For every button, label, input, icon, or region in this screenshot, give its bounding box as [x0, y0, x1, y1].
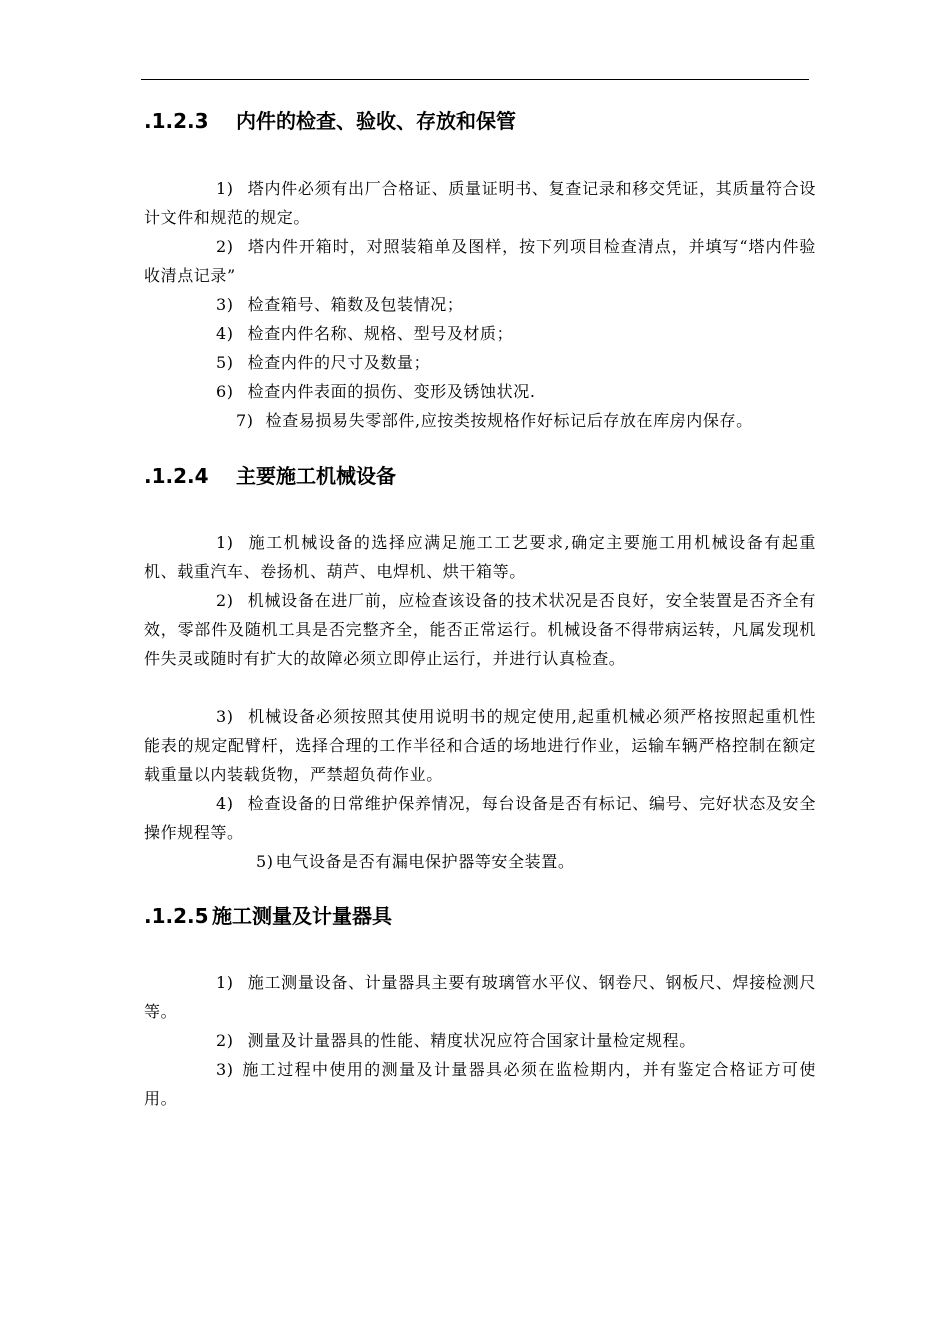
item-text: 施工测量设备、计量器具主要有玻璃管水平仪、钢卷尺、钢板尺、焊接检测尺等。 — [144, 973, 816, 1021]
paragraph-item — [144, 528, 816, 586]
paragraph-item — [144, 232, 816, 290]
section-number: .1.2.5 — [144, 904, 209, 928]
item-text: 检查箱号、箱数及包装情况； — [247, 295, 464, 314]
item-marker: 7) — [236, 411, 254, 430]
item-marker: 2) — [216, 1031, 234, 1050]
item-marker: 5) — [216, 353, 234, 372]
item-marker: 2) — [216, 237, 234, 256]
item-text: 测量及计量器具的性能、精度状况应符合国家计量检定规程。 — [247, 1031, 696, 1050]
paragraph-item — [144, 586, 816, 673]
item-text: 塔内件开箱时，对照装箱单及图样，按下列项目检查清点，并填写“塔内件验收清点记录” — [144, 237, 816, 285]
paragraph-item — [144, 377, 816, 406]
item-text: 检查内件表面的损伤、变形及锈蚀状况. — [247, 382, 536, 401]
paragraph-item — [144, 319, 816, 348]
item-text: 机械设备必须按照其使用说明书的规定使用,起重机械必须严格按照起重机性能表的规定配臂杆，选择合理的工作半径和合适的场地进行作业，运输车辆严格控制在额定载重量以内装载货物，严禁超负荷作业。 — [144, 707, 816, 784]
section-number: .1.2.4 — [144, 464, 209, 488]
item-marker: 3) — [216, 295, 234, 314]
paragraph-item — [144, 348, 816, 377]
item-marker: 1) — [216, 533, 234, 552]
section-number: .1.2.3 — [144, 109, 209, 133]
item-text: 检查易损易失零部件,应按类按规格作好标记后存放在库房内保存。 — [265, 411, 753, 430]
item-marker: 4) — [216, 794, 234, 813]
section-heading-1-2-5 — [144, 904, 392, 928]
header-rule — [141, 79, 809, 80]
item-marker: 3) — [216, 707, 234, 726]
item-text: 检查设备的日常维护保养情况，每台设备是否有标记、编号、完好状态及安全操作规程等。 — [144, 794, 816, 842]
paragraph-item — [144, 789, 816, 847]
item-text: 塔内件必须有出厂合格证、质量证明书、复查记录和移交凭证，其质量符合设计文件和规范的规定。 — [144, 179, 816, 227]
section-heading-1-2-4 — [144, 464, 396, 488]
item-text: 机械设备在进厂前，应检查该设备的技术状况是否良好，安全装置是否齐全有效，零部件及随机工具是否完整齐全，能否正常运行。机械设备不得带病运转，凡属发现机件失灵或随时有扩大的故障必须立即停止运行，并进行认真检查。 — [144, 591, 816, 668]
section-title: 施工测量及计量器具 — [212, 904, 392, 928]
item-marker: 2) — [216, 591, 234, 610]
paragraph-item — [144, 702, 816, 789]
item-text: 施工机械设备的选择应满足施工工艺要求,确定主要施工用机械设备有起重机、载重汽车、卷扬机、葫芦、电焊机、烘干箱等。 — [144, 533, 816, 581]
paragraph-item — [144, 847, 816, 876]
item-marker: 1) — [216, 179, 234, 198]
paragraph-item — [144, 406, 816, 435]
paragraph-item — [144, 174, 816, 232]
section-title: 主要施工机械设备 — [236, 464, 396, 488]
item-marker: 6) — [216, 382, 234, 401]
paragraph-item — [144, 1026, 816, 1055]
item-marker: 4) — [216, 324, 234, 343]
item-text: 电气设备是否有漏电保护器等安全装置。 — [275, 852, 575, 871]
paragraph-item — [144, 968, 816, 1026]
item-marker: 1) — [216, 973, 234, 992]
item-text: 检查内件的尺寸及数量； — [247, 353, 431, 372]
section-heading-1-2-3 — [144, 109, 516, 133]
paragraph-item — [144, 1055, 816, 1113]
item-marker: 3) — [216, 1060, 234, 1079]
paragraph-item — [144, 290, 816, 319]
item-text: 施工过程中使用的测量及计量器具必须在监检期内，并有鉴定合格证方可使用。 — [144, 1060, 816, 1108]
item-marker: 5) — [256, 852, 274, 871]
item-text: 检查内件名称、规格、型号及材质； — [247, 324, 514, 343]
section-title: 内件的检查、验收、存放和保管 — [236, 109, 516, 133]
